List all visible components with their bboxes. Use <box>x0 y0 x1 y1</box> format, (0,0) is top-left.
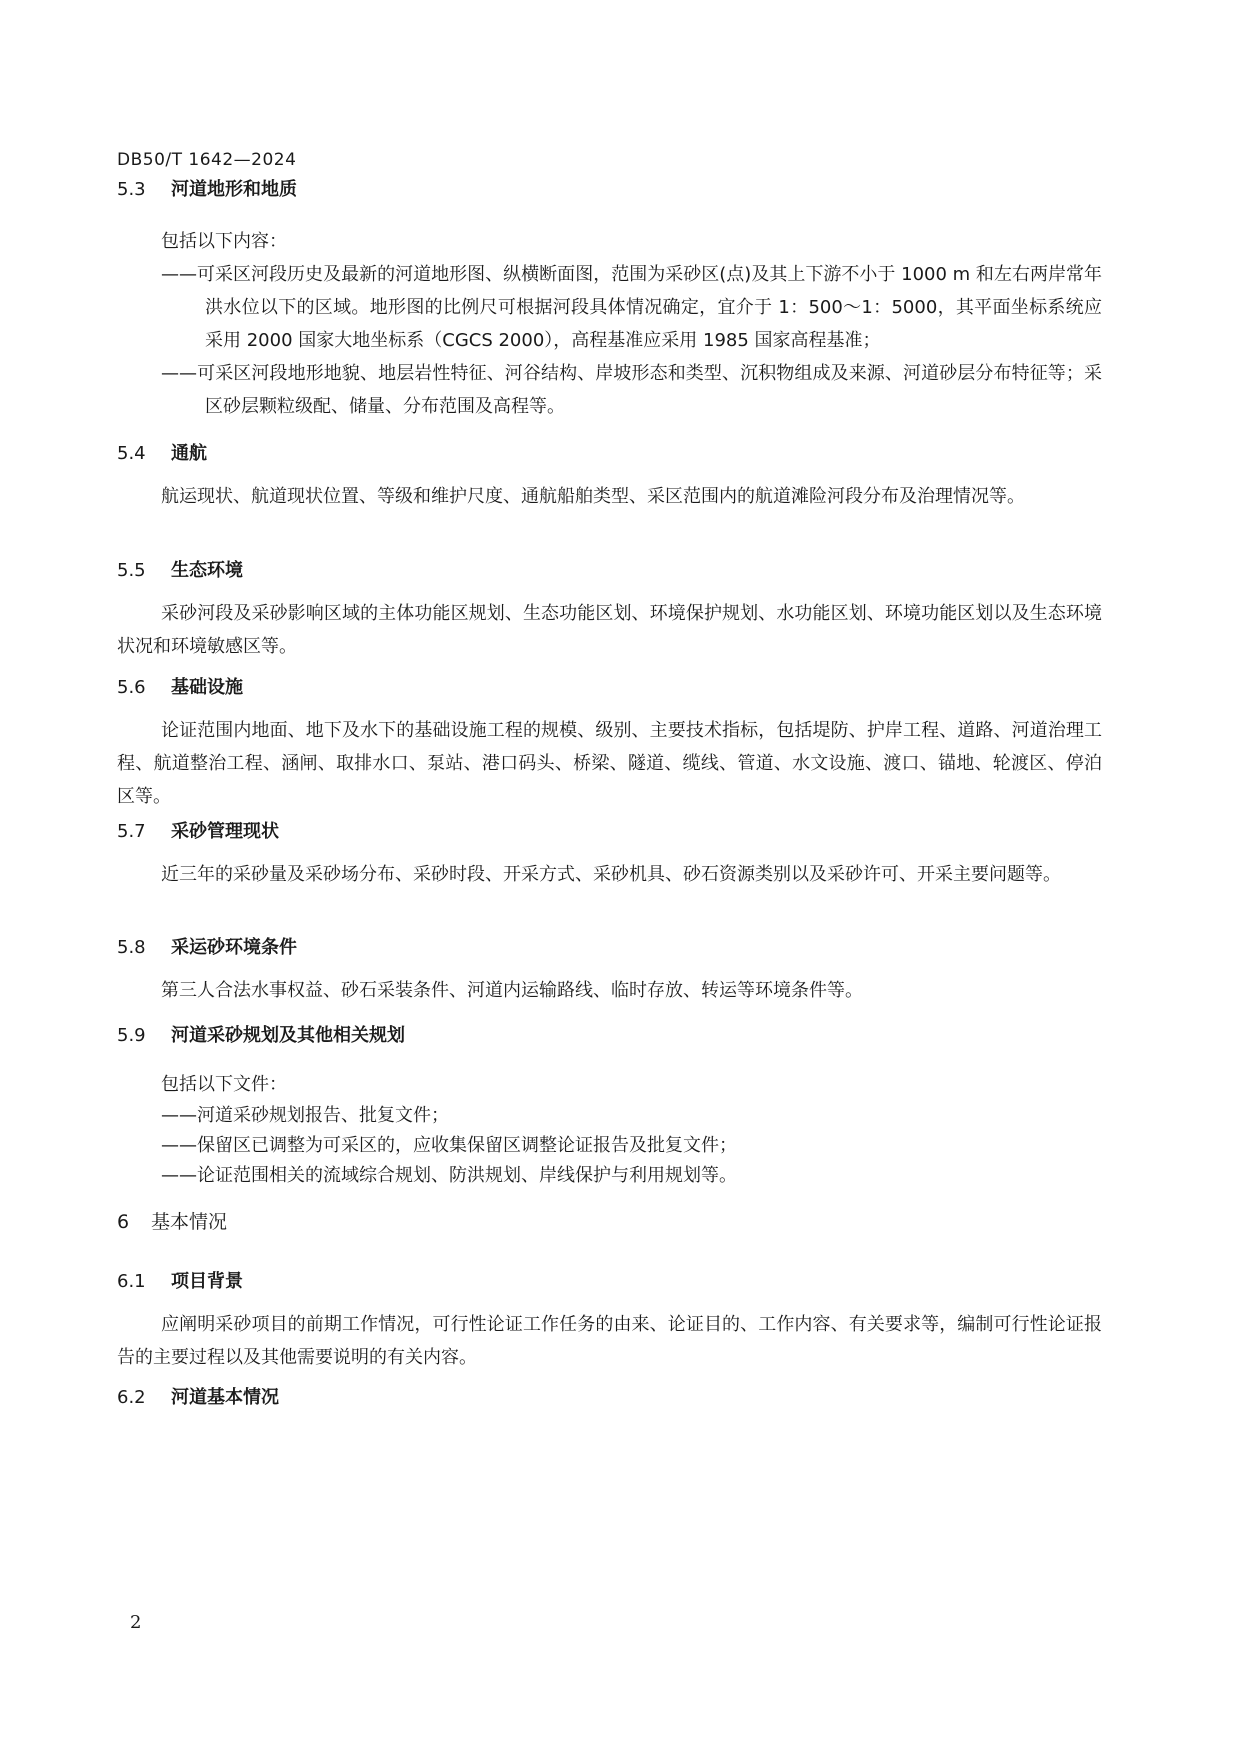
section-heading <box>117 440 1102 468</box>
section-lead: 包括以下文件： <box>161 1074 287 1095</box>
section-lead: 包括以下内容： <box>161 231 287 252</box>
section-heading <box>117 1022 1102 1050</box>
list-item: ——可采区河段历史及最新的河道地形图、纵横断面图，范围为采砂区(点)及其上下游不小于 1000 m 和左右两岸常年洪水位以下的区域。地形图的比例尺可根据河段具体情况确定，宜介于 1：500～1：5000，其平面坐标系统应采用 2000 国家大地坐标系（CGCS 2000），高程基准应采用 1985 国家高程基准； <box>161 264 1102 351</box>
section-title: 采砂管理现状 <box>171 821 279 842</box>
section-5-5 <box>117 557 1102 663</box>
section-heading <box>117 1384 1102 1412</box>
list-item: ——可采区河段地形地貌、地层岩性特征、河谷结构、岸坡形态和类型、沉积物组成及来源、河道砂层分布特征等；采区砂层颗粒级配、储量、分布范围及高程等。 <box>161 363 1102 417</box>
section-paragraph: 航运现状、航道现状位置、等级和维护尺度、通航船舶类型、采区范围内的航道滩险河段分布及治理情况等。 <box>161 486 1025 507</box>
standard-code-header: DB50/T 1642—2024 <box>117 150 297 170</box>
page-number: 2 <box>130 1612 142 1633</box>
chapter-6 <box>117 1208 1102 1236</box>
section-title: 河道采砂规划及其他相关规划 <box>171 1025 405 1046</box>
section-number: 6.1 <box>117 1271 146 1292</box>
section-paragraph: 论证范围内地面、地下及水下的基础设施工程的规模、级别、主要技术指标，包括堤防、护岸工程、道路、河道治理工程、航道整治工程、涵闸、取排水口、泵站、港口码头、桥梁、隧道、缆线、管道、水文设施、渡口、锚地、轮渡区、停泊区等。 <box>117 720 1102 807</box>
section-number: 5.5 <box>117 560 146 581</box>
section-5-4 <box>117 440 1102 513</box>
section-5-8 <box>117 934 1102 1007</box>
section-number: 5.4 <box>117 443 146 464</box>
section-6-2 <box>117 1384 1102 1412</box>
section-heading <box>117 176 1102 204</box>
section-heading <box>117 557 1102 585</box>
section-heading <box>117 934 1102 962</box>
section-number: 5.8 <box>117 937 146 958</box>
section-heading <box>117 818 1102 846</box>
section-paragraph: 采砂河段及采砂影响区域的主体功能区规划、生态功能区划、环境保护规划、水功能区划、环境功能区划以及生态环境状况和环境敏感区等。 <box>117 603 1102 657</box>
list-item: ——论证范围相关的流域综合规划、防洪规划、岸线保护与利用规划等。 <box>161 1165 737 1186</box>
section-title: 基础设施 <box>171 677 243 698</box>
section-number: 6.2 <box>117 1387 146 1408</box>
section-number: 5.6 <box>117 677 146 698</box>
section-heading <box>117 1268 1102 1296</box>
section-title: 河道地形和地质 <box>171 179 297 200</box>
section-number: 5.7 <box>117 821 146 842</box>
section-5-6 <box>117 674 1102 813</box>
section-number: 5.3 <box>117 179 146 200</box>
section-6-1 <box>117 1268 1102 1374</box>
section-paragraph: 第三人合法水事权益、砂石采装条件、河道内运输路线、临时存放、转运等环境条件等。 <box>161 980 863 1001</box>
section-title: 项目背景 <box>171 1271 243 1292</box>
section-title: 通航 <box>171 443 207 464</box>
section-paragraph: 近三年的采砂量及采砂场分布、采砂时段、开采方式、采砂机具、砂石资源类别以及采砂许可、开采主要问题等。 <box>161 864 1061 885</box>
section-paragraph: 应阐明采砂项目的前期工作情况，可行性论证工作任务的由来、论证目的、工作内容、有关要求等，编制可行性论证报告的主要过程以及其他需要说明的有关内容。 <box>117 1314 1102 1368</box>
section-heading <box>117 674 1102 702</box>
section-number: 5.9 <box>117 1025 146 1046</box>
section-title: 河道基本情况 <box>171 1387 279 1408</box>
section-title: 采运砂环境条件 <box>171 937 297 958</box>
section-title: 生态环境 <box>171 560 243 581</box>
list-item: ——河道采砂规划报告、批复文件； <box>161 1105 449 1126</box>
section-5-9 <box>117 1022 1102 1191</box>
section-5-7 <box>117 818 1102 891</box>
chapter-title: 基本情况 <box>151 1211 228 1233</box>
list-item: ——保留区已调整为可采区的，应收集保留区调整论证报告及批复文件； <box>161 1135 737 1156</box>
chapter-heading <box>117 1208 1102 1236</box>
section-5-3 <box>117 176 1102 423</box>
chapter-number: 6 <box>117 1211 130 1233</box>
